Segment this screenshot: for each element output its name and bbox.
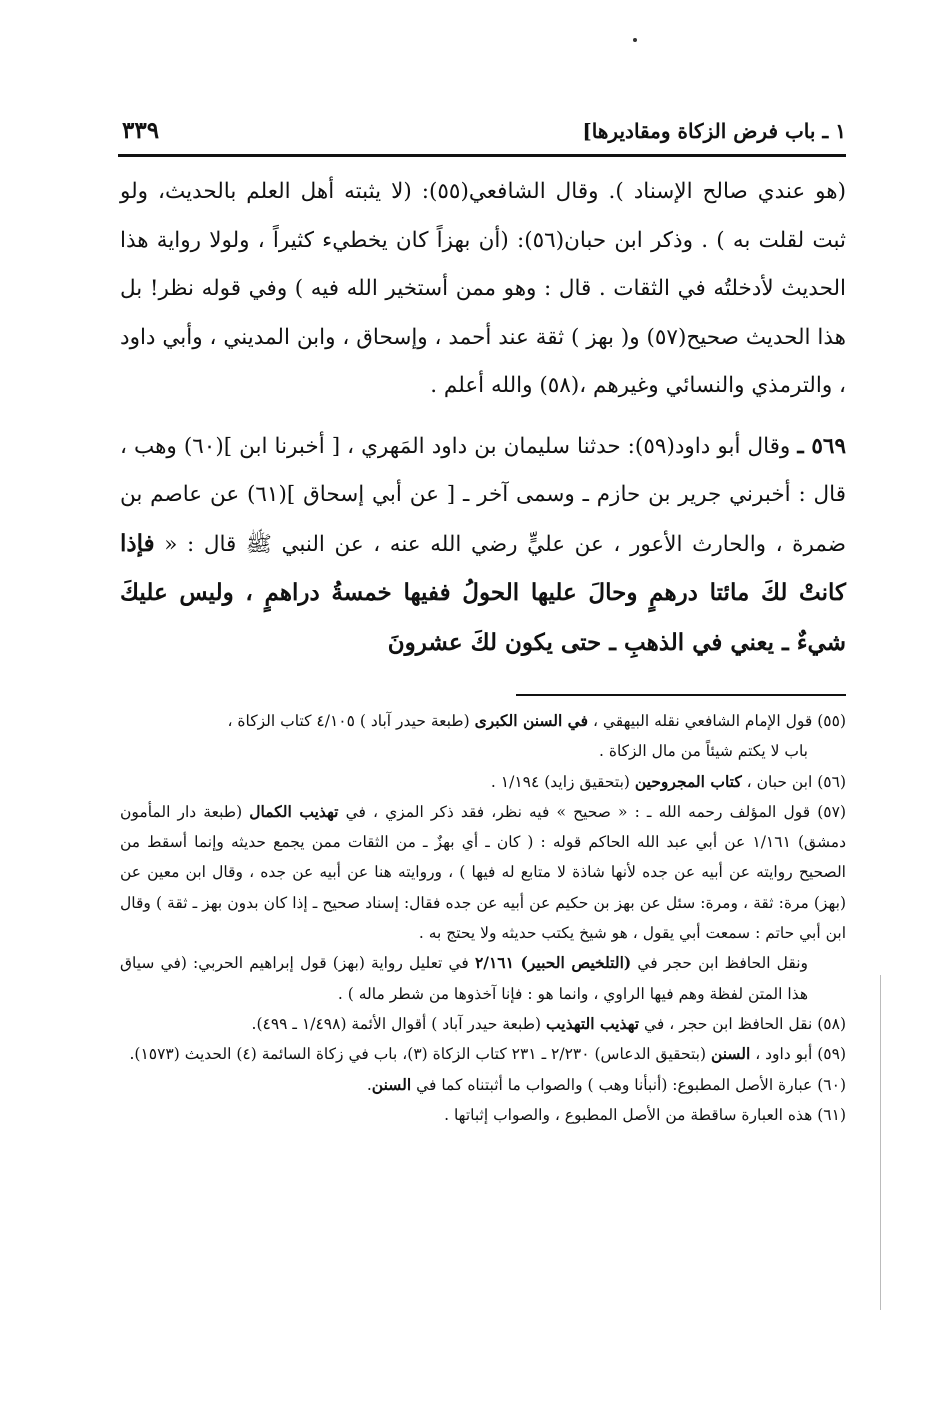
footnote-58 [120, 1009, 846, 1039]
page-number: ٣٣٩ [122, 117, 160, 144]
hadith-matn: فإذا كانتْ لكَ مائتا درهمٍ وحالَ عليها الحولُ ففيها خمسةُ دراهمٍ ، وليس عليكَ شيءٌ ـ يعني في الذهبِ ـ حتى يكون لكَ عشرونَ [120, 529, 846, 656]
fn59-text: (٥٩) أبو داود ، [750, 1045, 846, 1064]
footnote-61: (٦١) هذه العبارة ساقطة من الأصل المطبوع ، والصواب إثباتها . [444, 1105, 846, 1124]
footnotes [120, 706, 846, 1130]
fn60-source: السنن [371, 1074, 412, 1094]
fn57-text-3: ونقل الحافظ ابن حجر في [631, 954, 809, 973]
fn55-source: في السنن الكبرى [474, 711, 589, 730]
fn57-text-2: (طبعة دار المأمون دمشق) ١/١٦١ عن أبي عبد الله الحاكم قوله : ( كان ـ أي بهزٌ ـ من الثقات ممن يجمع حديثه وإنما أسقط من الصحيح روايته عن أبيه عن جده لأنها شاذة لا متابع له فيها ) ، وروايته هنا عن أبيه عن جده ، وقال ابن معين عن (بهز) مرة: ثقة ، ومرة: سئل عن بهز بن حكيم عن أبيه عن جده فقال: إسناد صحيح ـ إذا كان بدون بهز ـ ثقة ) وقال ابن أبي حاتم : سمعت أبي يقول ، هو شيخ يكتب حديثه ولا يحتج به . [120, 802, 846, 943]
fn60-text: (٦٠) عبارة الأصل المطبوع: (أنبأنا وهب ) والصواب ما أثبتناه كما في [411, 1075, 846, 1094]
fn56-text-2: (بتحقيق زايد) ١/١٩٤ . [490, 772, 635, 791]
fn59-source: السنن [710, 1044, 751, 1064]
fn57-text-4: في تعليل رواية (بهز) قول إبراهيم الحربي: (في سياق هذا المتن لفظة وهم فيها الراوي ، وانما هو : فإنا آخذوها من شطر ماله ) . [120, 954, 808, 1003]
fn57-text: (٥٧) قول المؤلف رحمه الله ـ : « صحيح » فيه نظر، فقد ذكر المزي ، في [338, 802, 846, 821]
fn58-text-2: (طبعة حيدر آباد ) أقوال الأئمة (١/٤٩٨ ـ ٤٩٩). [251, 1014, 547, 1033]
fn59-text-2: (بتحقيق الدعاس) ٢/٢٣٠ ـ ٢٣١ كتاب الزكاة (٣)، باب في زكاة السائمة (٤) الحديث (١٥٧٣). [129, 1045, 711, 1064]
fn56-source: كتاب المجروحين [634, 771, 742, 791]
footnote-59 [120, 1039, 846, 1069]
fn58-text: (٥٨) نقل الحافظ ابن حجر ، في [639, 1014, 846, 1033]
footnote-57 [120, 797, 846, 948]
header-rule [118, 154, 846, 157]
fn55-text: (٥٥) قول الإمام الشافعي نقله البيهقي ، [588, 712, 846, 730]
page-header [118, 117, 846, 153]
scan-speck [633, 38, 637, 42]
paragraph-hadith [120, 423, 846, 669]
running-title: ١ ـ باب فرض الزكاة ومقاديرها] [582, 119, 846, 143]
fn58-source: تهذيب التهذيب [546, 1013, 640, 1033]
fn56-text: (٥٦) ابن حبان ، [741, 772, 846, 791]
hadith-isnad: وقال أبو داود(٥٩): حدثنا سليمان بن داود المَهري ، [ أخبرنا ابن ](٦٠) وهب ، قال : أخبرني جرير بن حازم ـ وسمى آخر ـ [ عن أبي إسحاق ](٦١) عن عاصم بن ضمرة ، والحارث الأعور ، عن عليٍّ رضي الله عنه ، عن النبي ﷺ قال : « [120, 433, 846, 557]
paragraph-1: (هو عندي صالح الإسناد ). وقال الشافعي(٥٥): (لا يثبته أهل العلم بالحديث، ولو ثبت لقلت به ) . وذكر ابن حبان(٥٦): (أن بهزاً كان يخطيء كثيراً ، ولولا رواية هذا الحديث لأدخلتُه في الثقات . قال : وهو ممن أستخير الله فيه ) وفي قوله نظر! بل هذا الحديث صحيح(٥٧) و( بهز ) ثقة عند أحمد ، وإسحاق ، وابن المديني ، وأبي داود ، والترمذي والنسائي وغيرهم ،(٥٨) والله أعلم . [120, 179, 846, 398]
fn55-text-2: (طبعة حيدر آباد ) ٤/١٠٥ كتاب الزكاة ، [227, 712, 475, 730]
hadith-number: ٥٦٩ ـ [797, 433, 847, 459]
footnote-60 [120, 1070, 846, 1100]
scan-margin-line [880, 975, 881, 1310]
fn57-source: تهذيب الكمال [249, 801, 339, 821]
main-text [120, 168, 846, 668]
footnote-separator [516, 694, 846, 696]
footnote-57-cont [120, 948, 846, 1009]
fn57-source-2: (التلخيص الحبير) ٢/١٦١ [474, 953, 632, 973]
fn60-text-2: . [366, 1075, 372, 1094]
footnote-55 [120, 706, 846, 736]
footnote-55-cont: باب لا يكتم شيئاً من مال الزكاة . [598, 742, 808, 761]
footnote-56 [120, 767, 846, 797]
